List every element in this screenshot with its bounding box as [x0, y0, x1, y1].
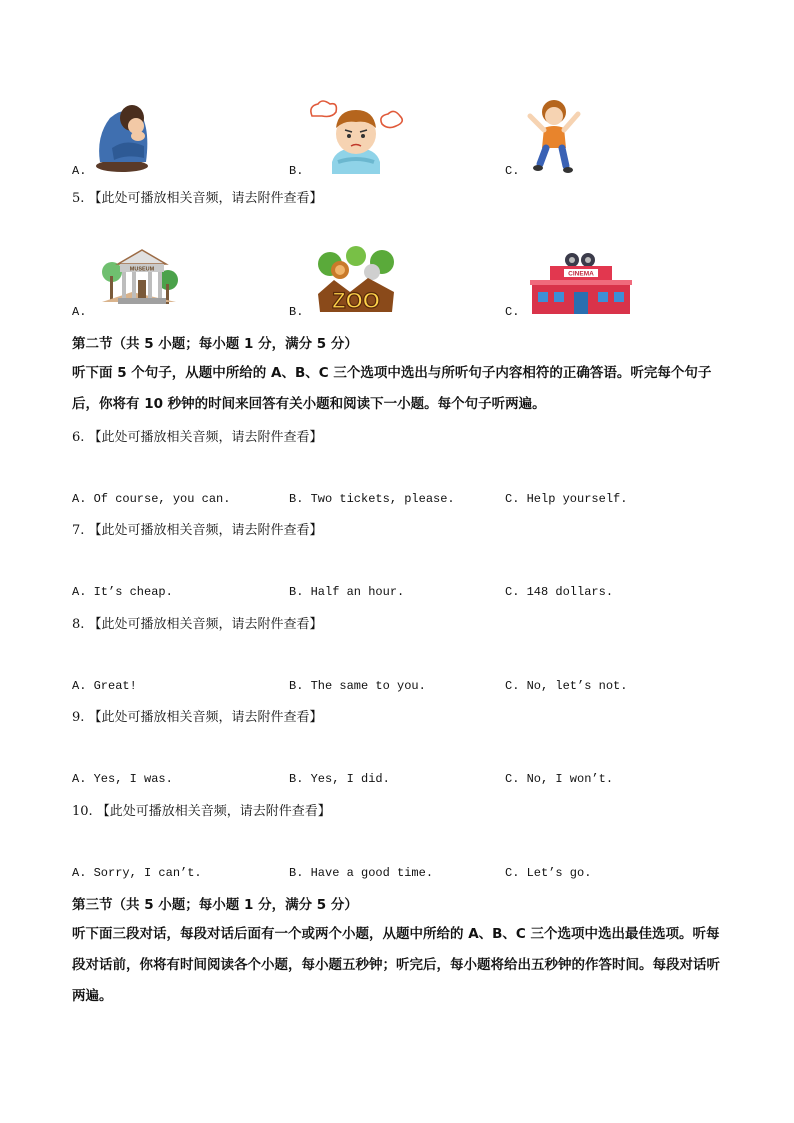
question-9: 9. 【此处可播放相关音频，请去附件查看】 [72, 710, 323, 725]
cinema-icon [530, 250, 632, 314]
section-3-heading: 第三节（共 5 小题；每小题 1 分，满分 5 分） [72, 897, 358, 913]
question-5: 5. 【此处可播放相关音频，请去附件查看】 [72, 191, 323, 206]
zoo-icon [310, 246, 402, 314]
zoo-sign: ZOO [332, 288, 380, 313]
question-6-option-a: A. Of course, you can. [72, 492, 231, 506]
angry-boy-icon [308, 98, 404, 174]
question-9-option-b: B. Yes, I did. [289, 772, 390, 786]
option-c-label: C. [505, 164, 520, 178]
question-7: 7. 【此处可播放相关音频，请去附件查看】 [72, 523, 323, 538]
section-2-instructions: 听下面 5 个句子，从题中所给的 A、B、C 三个选项中选出与所听句子内容相符的正确答语。听完每个句子后，你将有 10 秒钟的时间来回答有关小题和阅读下一小题。每个句子听两遍。 [72, 365, 712, 412]
question-6-option-c: C. Help yourself. [505, 492, 628, 506]
question-9-option-c: C. No, I won’t. [505, 772, 614, 786]
section-3-instructions: 听下面三段对话，每段对话后面有一个或两个小题，从题中所给的 A、B、C 三个选项中选出最佳选项。听每段对话前，你将有时间阅读各个小题，每小题五秒钟；听完后，每小题将给出五秒钟的作答时间。每段对话听两遍。 [72, 926, 720, 1004]
museum-icon [92, 246, 180, 312]
question-8-option-c: C. No, let’s not. [505, 679, 628, 693]
question-7-option-b: B. Half an hour. [289, 585, 405, 599]
option-b-label: B. [289, 164, 304, 178]
option-b-label: B. [289, 305, 304, 319]
question-7-option-a: A. It’s cheap. [72, 585, 173, 599]
question-8-option-b: B. The same to you. [289, 679, 426, 693]
option-a-label: A. [72, 164, 87, 178]
section-2-heading: 第二节（共 5 小题；每小题 1 分，满分 5 分） [72, 336, 358, 352]
option-c-label: C. [505, 305, 520, 319]
question-8: 8. 【此处可播放相关音频，请去附件查看】 [72, 617, 323, 632]
question-9-option-a: A. Yes, I was. [72, 772, 173, 786]
question-8-option-a: A. Great! [72, 679, 137, 693]
question-10: 10. 【此处可播放相关音频，请去附件查看】 [72, 804, 331, 819]
question-6: 6. 【此处可播放相关音频，请去附件查看】 [72, 430, 323, 445]
museum-sign: MUSEUM [129, 266, 155, 273]
happy-jumping-boy-icon [526, 98, 584, 176]
cinema-sign: CINEMA [568, 270, 594, 278]
option-a-label: A. [72, 305, 87, 319]
question-10-option-b: B. Have a good time. [289, 866, 434, 880]
question-10-option-c: C. Let’s go. [505, 866, 592, 880]
question-10-option-a: A. Sorry, I can’t. [72, 866, 202, 880]
question-7-option-c: C. 148 dollars. [505, 585, 614, 599]
sad-person-icon [92, 96, 158, 174]
question-6-option-b: B. Two tickets, please. [289, 492, 455, 506]
